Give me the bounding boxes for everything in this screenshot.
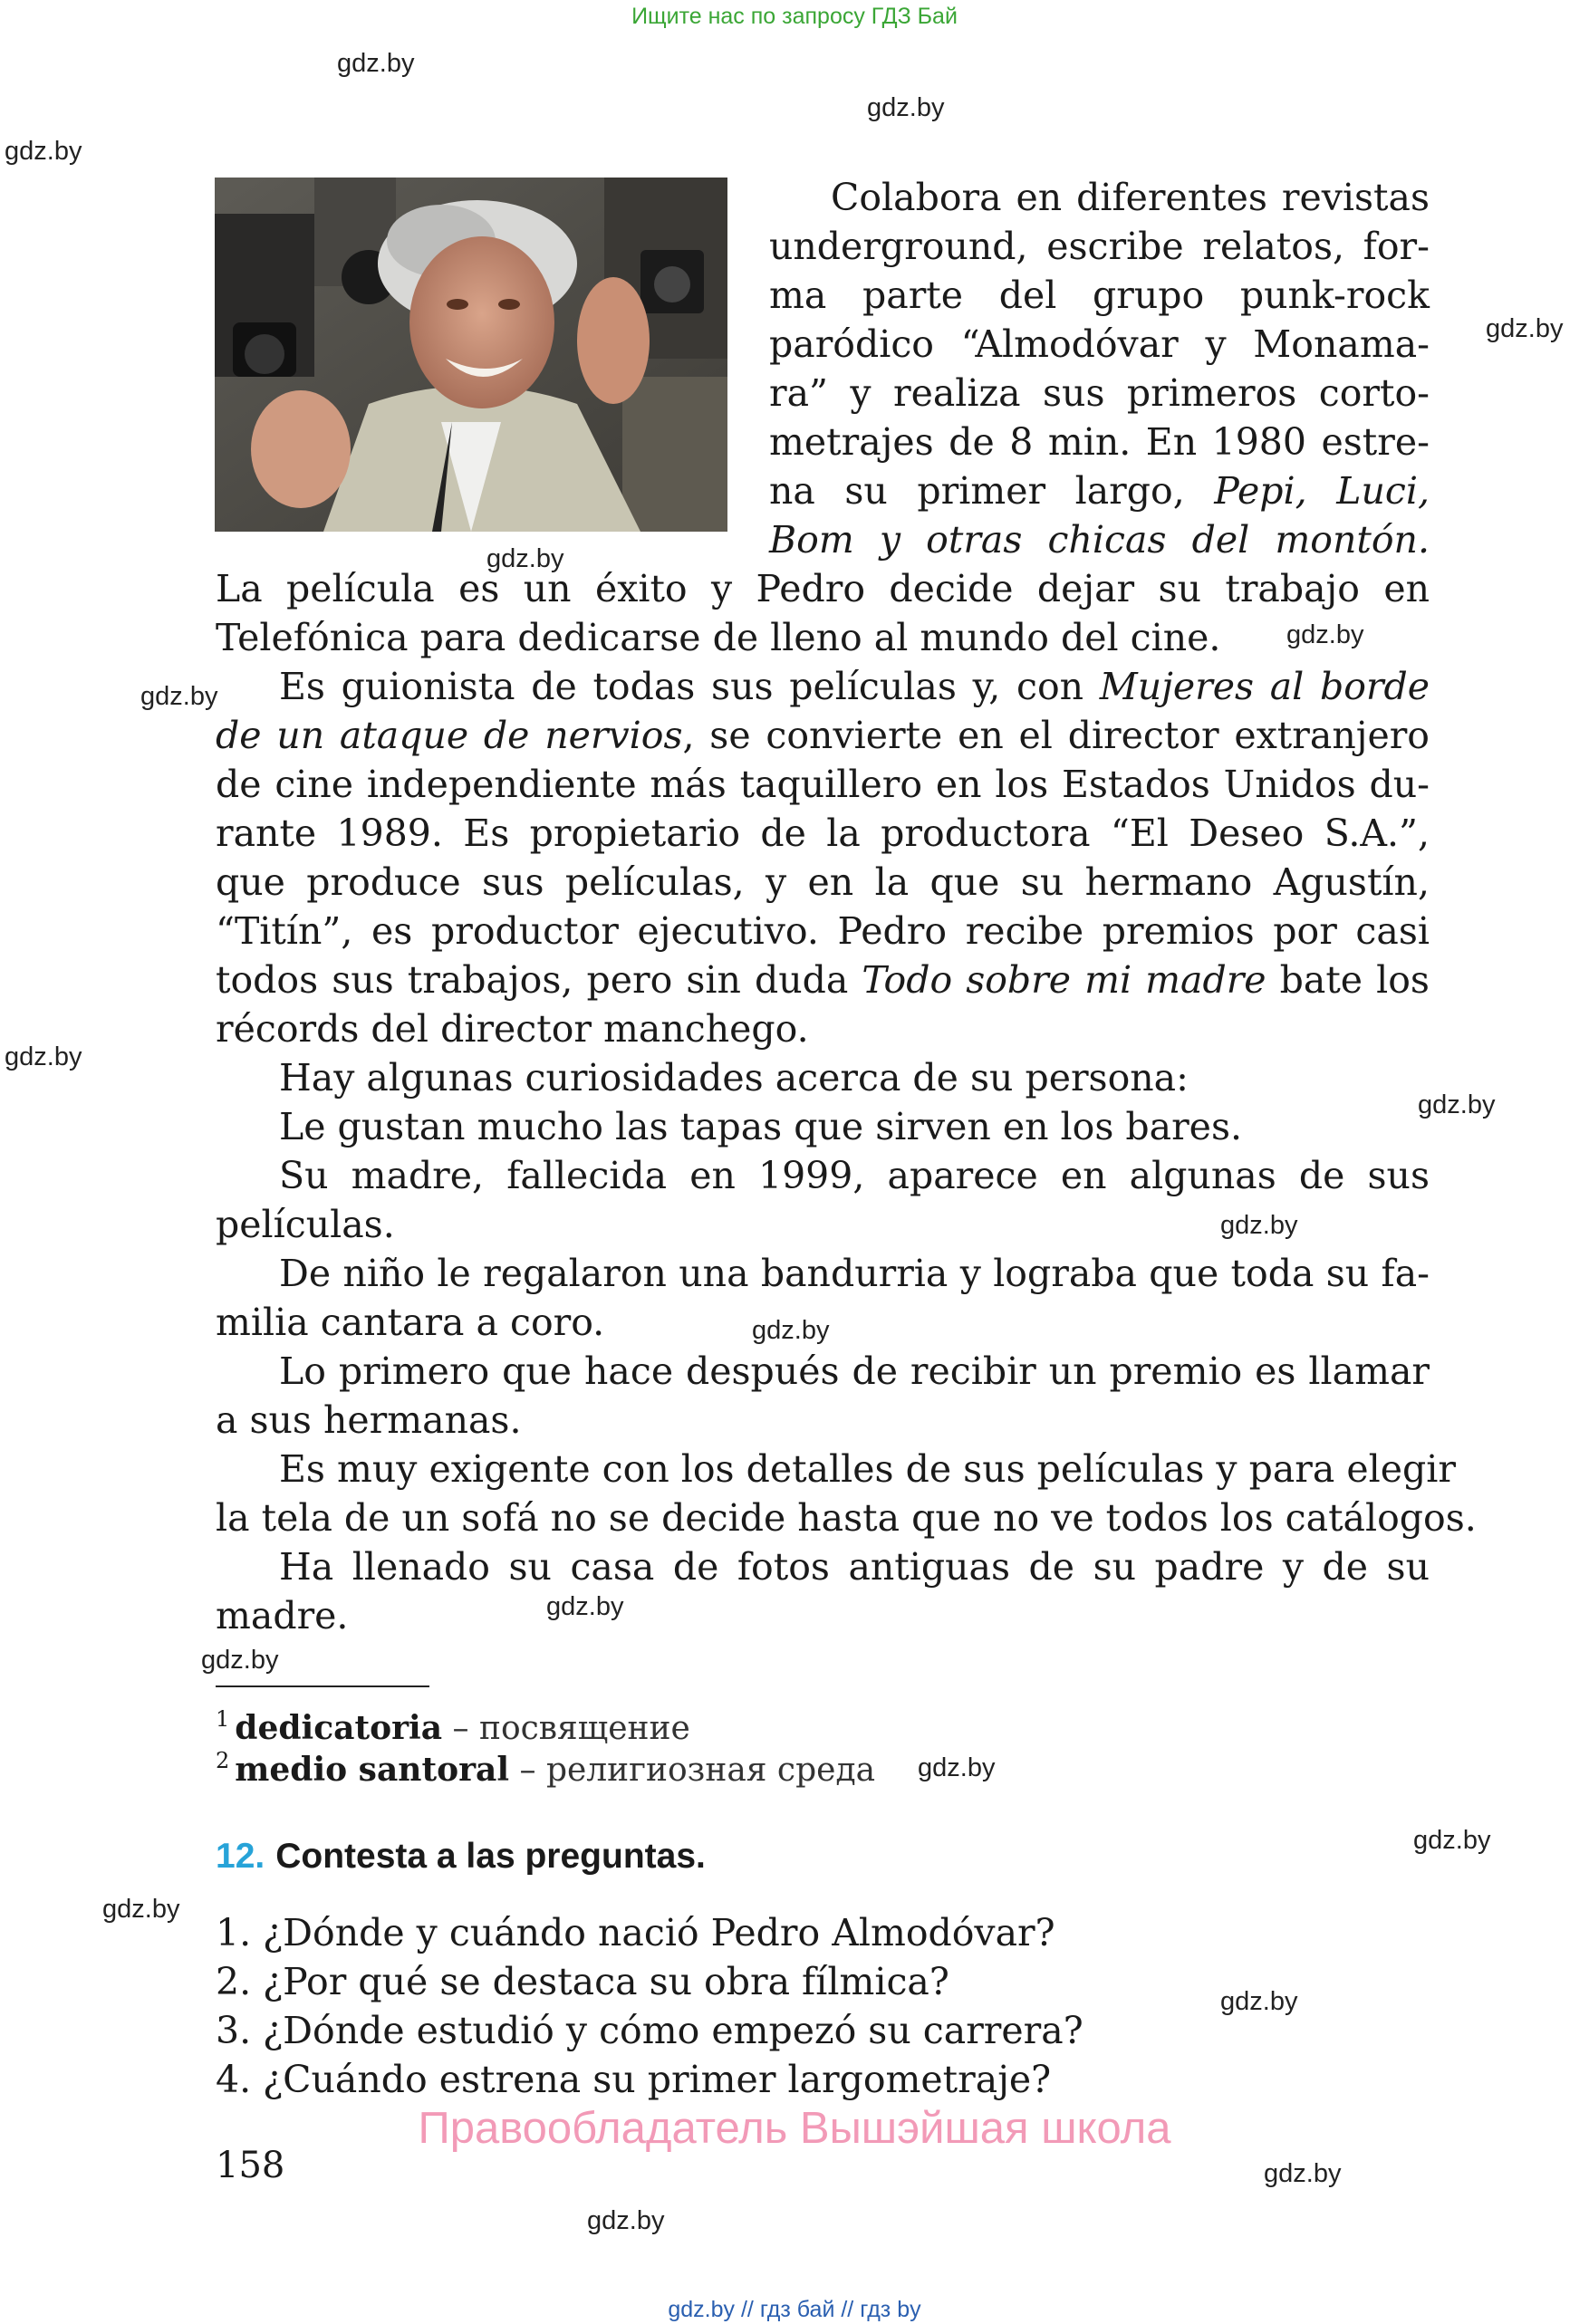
text-line: rante 1989. Es propietario de la productora “El Deseo S.A.”, <box>216 811 1430 855</box>
watermark: gdz.by <box>1418 1090 1496 1119</box>
watermark: gdz.by <box>5 1042 82 1071</box>
text-line: La película es un éxito y Pedro decide dejar su trabajo en <box>216 567 1430 610</box>
watermark: gdz.by <box>1264 2159 1342 2188</box>
text-line: De niño le regalaron una bandurria y lograba que toda su fa- <box>279 1252 1430 1295</box>
text-line: Su madre, fallecida en 1999, aparece en algunas de sus <box>279 1154 1430 1197</box>
text-line: Bom y otras chicas del montón. <box>769 518 1430 562</box>
footnote-divider <box>216 1685 429 1687</box>
page-number: 158 <box>216 2145 285 2186</box>
watermark: gdz.by <box>1220 1987 1298 2016</box>
exercise-number: 12. <box>216 1837 265 1876</box>
watermark: gdz.by <box>201 1646 279 1675</box>
text-line: que produce sus películas, y en la que su hermano Agustín, <box>216 860 1430 904</box>
top-banner: Ищите нас по запросу ГДЗ Бай <box>631 4 958 29</box>
watermark: gdz.by <box>1413 1826 1491 1855</box>
text-line: paródico “Almodóvar y Monama- <box>769 322 1430 366</box>
footnote-1: $^1$ dedicatoria – посвящение <box>216 1706 690 1747</box>
watermark: gdz.by <box>1486 314 1564 343</box>
text-line: Es guionista de todas sus películas y, con Mujeres al borde <box>279 665 1430 708</box>
text-line: Hay algunas curiosidades acerca de su persona: <box>279 1056 1189 1100</box>
watermark: gdz.by <box>140 682 218 711</box>
watermark: gdz.by <box>1286 620 1364 649</box>
text-line: a sus hermanas. <box>216 1398 522 1442</box>
text-line: ma parte del grupo punk-rock <box>769 274 1430 317</box>
text-line: madre. <box>216 1594 349 1637</box>
question-item: 1. ¿Dónde y cuándo nació Pedro Almodóvar? <box>216 1911 1055 1954</box>
watermark: gdz.by <box>918 1753 996 1782</box>
text-line: underground, escribe relatos, for- <box>769 225 1430 268</box>
footnote-2: $^2$ medio santoral – религиозная среда <box>216 1748 876 1789</box>
watermark: gdz.by <box>486 544 564 573</box>
text-line: todos sus trabajos, pero sin duda Todo sobre mi madre bate los <box>216 958 1430 1002</box>
text-line: récords del director manchego. <box>216 1007 809 1051</box>
text-line: metrajes de 8 min. En 1980 estre- <box>769 420 1430 464</box>
text-line: películas. <box>216 1203 395 1246</box>
text-line: Ha llenado su casa de fotos antiguas de su padre y de su <box>279 1545 1430 1589</box>
watermark: gdz.by <box>752 1316 830 1345</box>
text-line: de cine independiente más taquillero en los Estados Unidos du- <box>216 763 1430 806</box>
copyright-notice: Правообладатель Вышэйшая школа <box>418 2104 1171 2153</box>
watermark: gdz.by <box>5 137 82 166</box>
text-line: na su primer largo, Pepi, Luci, <box>769 469 1430 513</box>
watermark: gdz.by <box>587 2206 665 2235</box>
text-line: Colabora en diferentes revistas <box>831 176 1430 219</box>
text-line: “Titín”, es productor ejecutivo. Pedro recibe premios por casi <box>216 909 1430 953</box>
bottom-banner: gdz.by // гдз бай // гдз by <box>668 2297 921 2322</box>
text-line: Le gustan mucho las tapas que sirven en los bares. <box>279 1105 1243 1148</box>
watermark: gdz.by <box>1220 1211 1298 1240</box>
exercise-heading <box>216 1837 706 1877</box>
watermark: gdz.by <box>867 93 945 122</box>
text-line: milia cantara a coro. <box>216 1301 605 1344</box>
text-line: ra” y realiza sus primeros corto- <box>769 371 1430 415</box>
photo-almodovar <box>215 178 727 532</box>
text-line: la tela de un sofá no se decide hasta que no ve todos los catálogos. <box>216 1496 1477 1540</box>
text-line: Es muy exigente con los detalles de sus películas y para elegir <box>279 1447 1456 1491</box>
text-line: de un ataque de nervios, se convierte en el director extranjero <box>216 714 1430 757</box>
text-line: Lo primero que hace después de recibir un premio es llamar <box>279 1349 1430 1393</box>
watermark: gdz.by <box>102 1895 180 1924</box>
question-item: 4. ¿Cuándo estrena su primer largometraje? <box>216 2058 1052 2101</box>
exercise-title: Contesta a las preguntas. <box>275 1837 706 1876</box>
text-line: Telefónica para dedicarse de lleno al mundo del cine. <box>216 616 1221 659</box>
watermark: gdz.by <box>546 1592 624 1621</box>
question-item: 2. ¿Por qué se destaca su obra fílmica? <box>216 1960 949 2003</box>
question-item: 3. ¿Dónde estudió y cómo empezó su carrera? <box>216 2009 1083 2052</box>
watermark: gdz.by <box>337 49 415 78</box>
